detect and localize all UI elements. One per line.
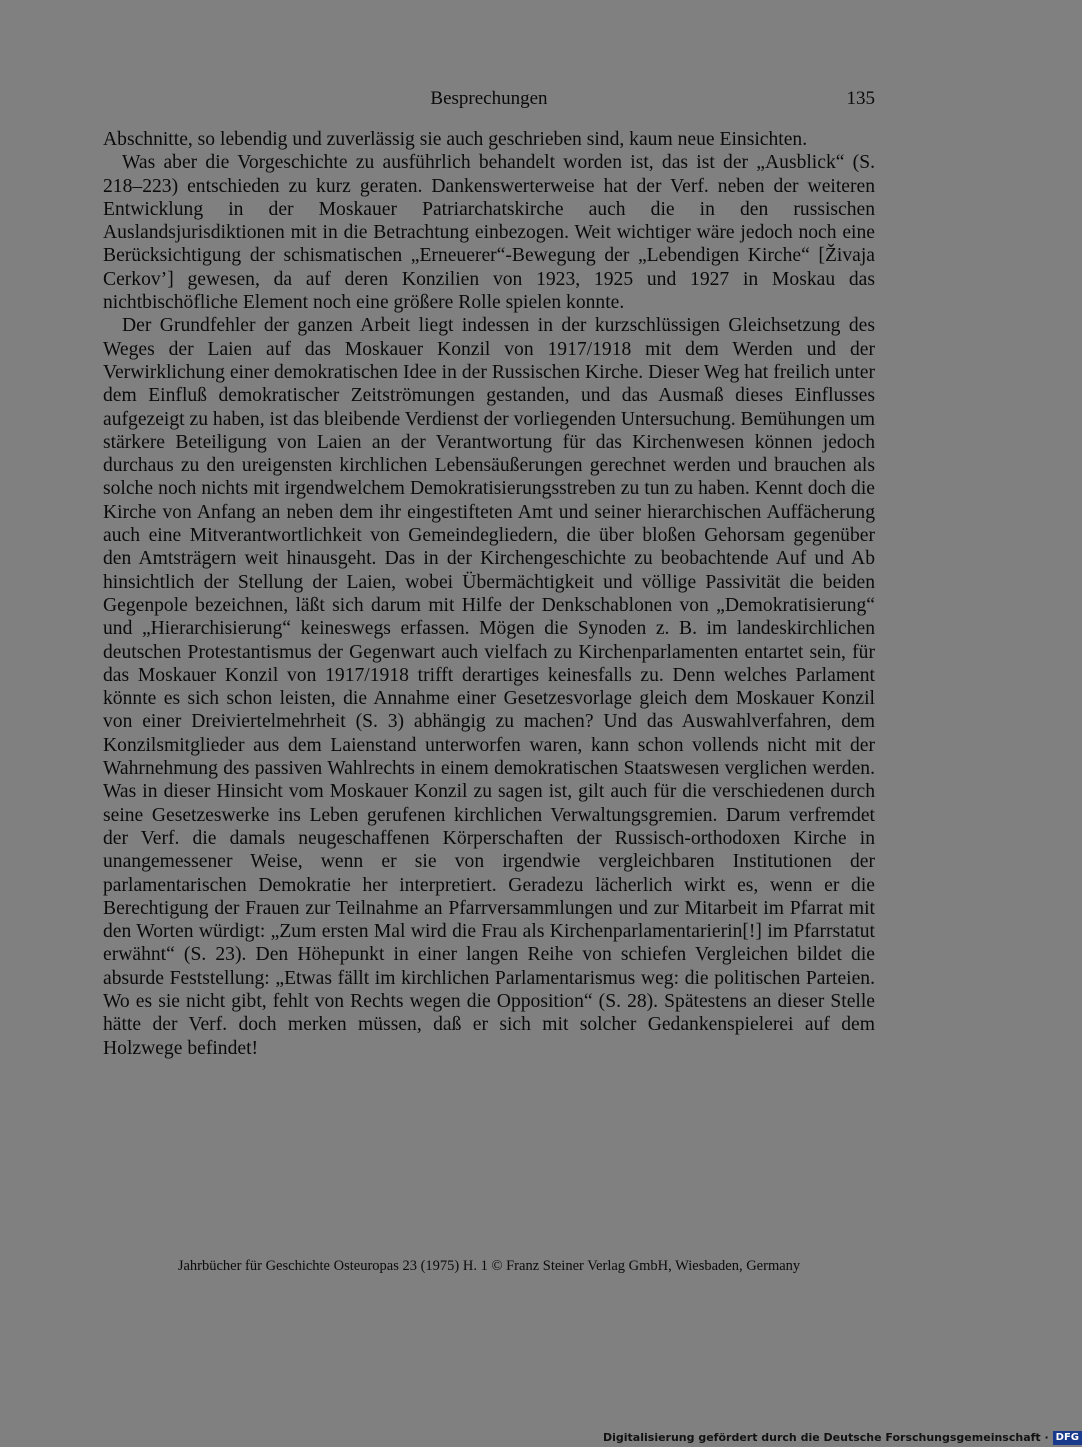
paragraph-2: Was aber die Vorgeschichte zu ausführlich behandelt worden ist, das ist der „Ausblick“ (S. 218–223) entschieden zu kurz geraten. Dankenswerterweise hat der Verf. neben der weiteren Entwicklung in der Moskauer Patriarchatskirche auch die in den russischen Auslandsjurisdiktionen mit in die Betrachtung einbezogen. Weit wichtiger wäre jedoch noch eine Berücksichtigung der schismatischen „Erneuerer“-Bewegung der „Lebendigen Kirche“ [Živaja Cerkov’] gewesen, da auf deren Konzilien von 1923, 1925 und 1927 in Moskau das nichtbischöfliche Element noch eine größere Rolle spielen konnte. — [103, 152, 875, 314]
article-body — [103, 128, 875, 1060]
journal-footer: Jahrbücher für Geschichte Osteuropas 23 (1975) H. 1 © Franz Steiner Verlag GmbH, Wiesbaden, Germany — [177, 1258, 801, 1274]
running-header — [103, 88, 875, 116]
running-title: Besprechungen — [430, 88, 548, 109]
dfg-funding-text: Digitalisierung gefördert durch die Deutsche Forschungsgemeinschaft · — [603, 1431, 1049, 1444]
page-number: 135 — [846, 88, 875, 109]
paragraph-1: Abschnitte, so lebendig und zuverlässig sie auch geschrieben sind, kaum neue Einsichten. — [103, 129, 808, 150]
paragraph-3: Der Grundfehler der ganzen Arbeit liegt indessen in der kurzschlüssigen Gleichsetzung des Weges der Laien auf das Moskauer Konzil von 1917/1918 mit dem Werden und der Verwirklichung einer demokratischen Idee in der Russischen Kirche. Dieser Weg hat freilich unter dem Einfluß demokratischer Zeitströmungen gestanden, und das Ausmaß dieses Einflusses aufgezeigt zu haben, ist das bleibende Verdienst der vorliegenden Untersuchung. Bemühungen um stärkere Beteiligung von Laien an der Verantwortung für das Kirchenwesen können jedoch durchaus zu den ureigensten kirchlichen Lebensäußerungen gerechnet werden und brauchen als solche noch nichts mit irgendwelchem Demokratisierungsstreben zu tun zu haben. Kennt doch die Kirche von Anfang an neben dem ihr eingestifteten Amt und seiner hierarchischen Auffächerung auch eine Mitverantwortlichkeit von Gemeindegliedern, die über bloßen Gehorsam gegenüber den Amtsträgern weit hinausgeht. Das in der Kirchengeschichte zu beobachtende Auf und Ab hinsichtlich der Stellung der Laien, wobei Übermächtigkeit und völlige Passivität die beiden Gegenpole bezeichnen, läßt sich darum mit Hilfe der Denkschablonen von „Demokratisierung“ und „Hierarchisierung“ keineswegs erfassen. Mögen die Synoden z. B. im landeskirchlichen deutschen Protestantismus der Gegenwart auch vielfach zu Kirchenparlamenten entartet sein, für das Moskauer Konzil von 1917/1918 trifft derartiges keinesfalls zu. Denn welches Parlament könnte es sich schon leisten, die Annahme einer Gesetzesvorlage gleich dem Moskauer Konzil von einer Dreiviertelmehrheit (S. 3) abhängig zu machen? Und das Auswahlverfahren, dem Konzilsmitglieder aus dem Laienstand unterworfen waren, kann schon vollends nicht mit der Wahrnehmung des passiven Wahlrechts in einem demokratischen Staatswesen verglichen werden. Was in dieser Hinsicht vom Moskauer Konzil zu sagen ist, gilt auch für die verschiedenen durch seine Gesetzeswerke ins Leben gerufenen kirchlichen Verwaltungsgremien. Darum verfremdet der Verf. die damals neugeschaffenen Körperschaften der Russisch-orthodoxen Kirche in unangemessener Weise, wenn er sie von irgendwie vergleichbaren Institutionen der parlamentarischen Demokratie her interpretiert. Geradezu lächerlich wirkt es, wenn er die Berechtigung der Frauen zur Teilnahme an Pfarrversammlungen und zur Mitarbeit im Pfarrat mit den Worten würdigt: „Zum ersten Mal wird die Frau als Kirchenparlamentarierin[!] im Pfarrstatut erwähnt“ (S. 23). Den Höhepunkt in einer langen Reihe von schiefen Vergleichen bildet die absurde Feststellung: „Etwas fällt im kirchlichen Parlamentarismus weg: die politischen Parteien. Wo es sie nicht gibt, fehlt von Rechts wegen die Opposition“ (S. 28). Spätestens an dieser Stelle hätte der Verf. doch merken müssen, daß er sich mit solcher Gedankenspielerei auf dem Holzwege befindet! — [103, 315, 875, 1059]
dfg-funding-bar — [603, 1428, 1080, 1447]
dfg-logo: DFG — [1053, 1431, 1082, 1445]
